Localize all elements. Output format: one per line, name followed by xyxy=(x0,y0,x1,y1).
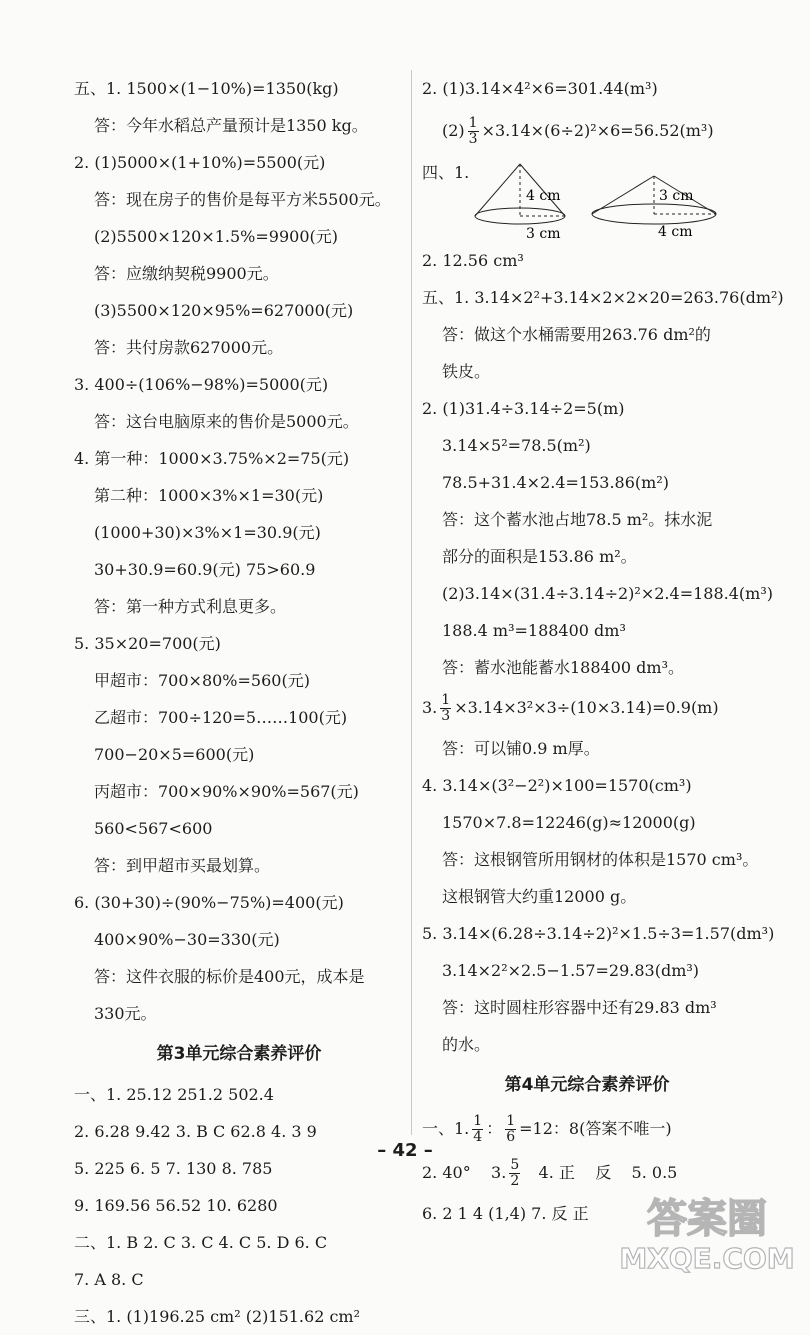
fraction-denominator: 4 xyxy=(473,1129,483,1145)
answer-line: 6. (30+30)÷(90%−75%)=400(元) xyxy=(74,893,344,912)
fraction xyxy=(509,1158,520,1189)
answer-line: 2. 6.28 9.42 3. B C 62.8 4. 3 9 xyxy=(74,1122,317,1141)
answer-line: 9. 169.56 56.52 10. 6280 xyxy=(74,1196,278,1215)
answer-line: 二、1. B 2. C 3. C 4. C 5. D 6. C xyxy=(74,1233,328,1252)
answer-line: 答：这根钢管所用钢材的体积是1570 cm³。 xyxy=(442,850,759,869)
answer-line: 3.14×2²×2.5−1.57=29.83(dm³) xyxy=(442,961,700,980)
answer-line: 甲超市：700×80%=560(元) xyxy=(94,671,310,690)
ratio-colon: ： xyxy=(486,1119,503,1138)
fraction-denominator: 6 xyxy=(506,1129,516,1145)
fraction-numerator: 1 xyxy=(468,115,478,131)
section-heading: 第4单元综合素养评价 xyxy=(504,1075,670,1095)
answer-line-with-fraction xyxy=(422,107,752,154)
right-column xyxy=(422,70,784,1232)
fraction-numerator: 1 xyxy=(473,1113,483,1129)
expression: 4. 正 反 5. 0.5 xyxy=(523,1163,678,1182)
answer-line: 560<567<600 xyxy=(94,819,213,838)
answer-line: 2. (1)31.4÷3.14÷2=5(m) xyxy=(422,399,625,418)
answer-line: 4. 第一种：1000×3.75%×2=75(元) xyxy=(74,449,350,468)
answer-line: 第二种：1000×3%×1=30(元) xyxy=(94,486,324,505)
answer-line: 部分的面积是153.86 m²。 xyxy=(442,547,637,566)
answer-line: 4. 3.14×(3²−2²)×100=1570(cm³) xyxy=(422,776,692,795)
answer-line: 丙超市：700×90%×90%=567(元) xyxy=(94,782,359,801)
fraction-numerator: 1 xyxy=(506,1113,516,1129)
answer-line: 330元。 xyxy=(94,1004,157,1023)
answer-line: 一、1. 25.12 251.2 502.4 xyxy=(74,1085,274,1104)
fraction-denominator: 3 xyxy=(468,131,478,147)
fraction-denominator: 3 xyxy=(441,708,451,724)
watermark-logo xyxy=(612,1190,802,1275)
expression: 2. 40° 3. xyxy=(422,1163,507,1182)
answer-line: 30+30.9=60.9(元) 75>60.9 xyxy=(94,560,316,579)
answer-line: 3.14×5²=78.5(m²) xyxy=(442,436,591,455)
answer-line: 3. 400÷(106%−98%)=5000(元) xyxy=(74,375,329,394)
cone2-height-label: 3 cm xyxy=(659,188,694,204)
section-heading: 第3单元综合素养评价 xyxy=(156,1044,322,1064)
answer-line: 2. (1)5000×(1+10%)=5500(元) xyxy=(74,153,326,172)
prefix: (2) xyxy=(442,121,465,140)
answer-line: 的水。 xyxy=(442,1035,491,1054)
cone2-radius-label: 4 cm xyxy=(658,224,693,240)
svg-text:MXQE.COM: MXQE.COM xyxy=(619,1242,795,1275)
answer-line: 答：今年水稻总产量预计是1350 kg。 xyxy=(94,116,368,135)
answer-line: (1000+30)×3%×1=30.9(元) xyxy=(94,523,321,542)
answer-line: (3)5500×120×95%=627000(元) xyxy=(94,301,354,320)
answer-line: 5. 225 6. 5 7. 130 8. 785 xyxy=(74,1159,273,1178)
cone-diagrams xyxy=(470,154,740,242)
answer-line: 答：这时圆柱形容器中还有29.83 dm³ xyxy=(442,998,717,1017)
answer-line: 答：蓄水池能蓄水188400 dm³。 xyxy=(442,658,684,677)
answer-line: 2. (1)3.14×4²×6=301.44(m³) xyxy=(422,79,658,98)
answer-line: 五、1. 3.14×2²+3.14×2×2×20=263.76(dm²) xyxy=(422,288,784,307)
answer-label: 四、1. xyxy=(422,163,470,182)
cone-figures xyxy=(422,154,752,242)
answer-line: 5. 35×20=700(元) xyxy=(74,634,221,653)
fraction-denominator: 2 xyxy=(510,1173,520,1189)
expression: ×3.14×(6÷2)²×6=56.52(m³) xyxy=(481,121,714,140)
answer-line: 答：现在房子的售价是每平方米5500元。 xyxy=(94,190,391,209)
answer-line: 78.5+31.4×2.4=153.86(m²) xyxy=(442,473,669,492)
answer-line: 乙超市：700÷120=5……100(元) xyxy=(94,708,348,727)
tall-cone-figure xyxy=(475,164,565,242)
answer-line: 答：第一种方式利息更多。 xyxy=(94,597,287,616)
page-number: – 42 – xyxy=(377,1140,433,1161)
prefix: 一、1. xyxy=(422,1119,470,1138)
answer-line: 这根钢管大约重12000 g。 xyxy=(442,887,637,906)
answer-line: 五、1. 1500×(1−10%)=1350(kg) xyxy=(74,79,339,98)
answer-line: 7. A 8. C xyxy=(74,1270,144,1289)
svg-text:答案圈: 答案圈 xyxy=(647,1196,767,1242)
fraction-numerator: 1 xyxy=(441,692,451,708)
fraction xyxy=(440,693,451,724)
answer-line: 6. 2 1 4 (1,4) 7. 反 正 xyxy=(422,1204,589,1223)
answer-line: 答：可以铺0.9 m厚。 xyxy=(442,739,600,758)
expression: ×3.14×3²×3÷(10×3.14)=0.9(m) xyxy=(454,698,719,717)
answer-line: 答：到甲超市买最划算。 xyxy=(94,856,271,875)
flat-cone-figure xyxy=(592,176,716,240)
column-divider xyxy=(411,70,412,1135)
answer-line: 铁皮。 xyxy=(442,362,491,381)
answer-line: 2. 12.56 cm³ xyxy=(422,251,524,270)
answer-line: 答：这个蓄水池占地78.5 m²。抹水泥 xyxy=(442,510,713,529)
answer-line: (2)3.14×(31.4÷3.14÷2)²×2.4=188.4(m³) xyxy=(442,584,773,603)
answer-line: 700−20×5=600(元) xyxy=(94,745,255,764)
fraction-numerator: 5 xyxy=(510,1157,520,1173)
answer-line: 5. 3.14×(6.28÷3.14÷2)²×1.5÷3=1.57(dm³) xyxy=(422,924,775,943)
answer-line: 188.4 m³=188400 dm³ xyxy=(442,621,626,640)
answer-line: 答：这台电脑原来的售价是5000元。 xyxy=(94,412,359,431)
cone1-height-label: 4 cm xyxy=(526,188,561,204)
answer-line: 400×90%−30=330(元) xyxy=(94,930,280,949)
answer-line: 答：共付房款627000元。 xyxy=(94,338,284,357)
answer-line: 答：做这个水桶需要用263.76 dm²的 xyxy=(442,325,711,344)
answer-line: 1570×7.8=12246(g)≈12000(g) xyxy=(442,813,696,832)
answer-line: 答：应缴纳契税9900元。 xyxy=(94,264,279,283)
expression: =12：8(答案不唯一) xyxy=(519,1119,672,1138)
answer-line: 三、1. (1)196.25 cm² (2)151.62 cm² xyxy=(74,1307,361,1326)
answer-line: (2)5500×120×1.5%=9900(元) xyxy=(94,227,338,246)
answer-line: 答：这件衣服的标价是400元，成本是 xyxy=(94,967,365,986)
answer-line-with-fraction xyxy=(422,686,752,730)
cone1-radius-label: 3 cm xyxy=(526,226,561,242)
prefix: 3. xyxy=(422,698,438,717)
fraction xyxy=(468,116,479,147)
